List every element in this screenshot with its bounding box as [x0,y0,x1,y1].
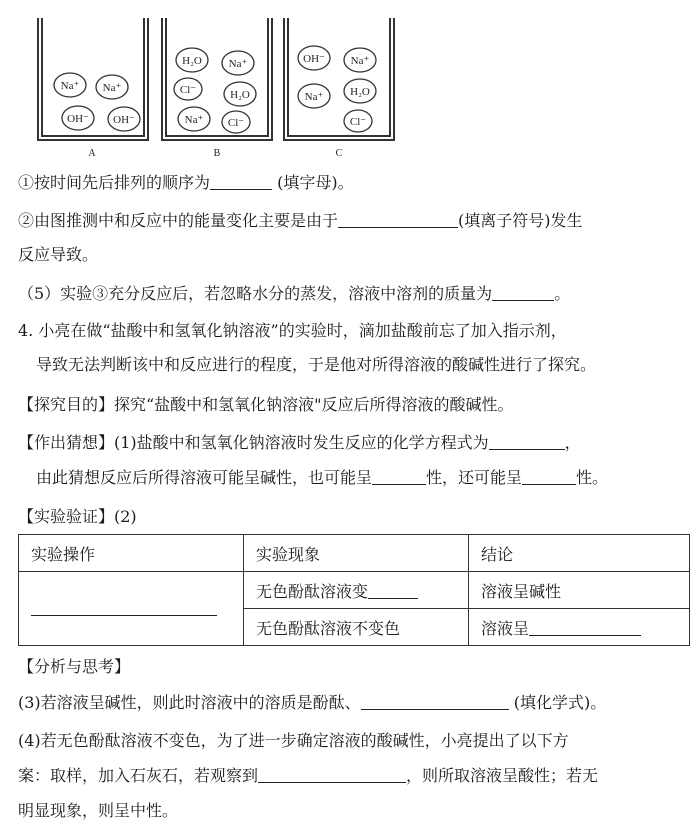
beaker-label: A [88,148,96,159]
answer-blank[interactable] [492,284,554,301]
question-text: （5）实验③充分反应后，若忽略水分的蒸发，溶液中溶剂的质量为 [18,284,493,303]
answer-blank[interactable] [210,173,272,190]
question-order [18,172,354,194]
ion-label: OH⁻ [67,113,89,125]
ion-label: Na⁺ [350,55,370,67]
question-text: (3)若溶液呈碱性，则此时溶液中的溶质是酚酞、 [18,693,361,712]
beaker-c [284,18,394,159]
ion-label: Na⁺ [304,91,324,103]
phenomenon-cell: 无色酚酞溶液不变色 [244,609,469,646]
question-energy [18,210,583,232]
ion-label: Na⁺ [60,80,80,92]
question-text: ②由图推测中和反应中的能量变化主要是由于 [18,211,339,230]
table-header: 实验操作 [19,535,244,572]
hypothesis [18,432,581,454]
question-text: (填离子符号)发生 [458,211,583,230]
table-header-row [19,535,690,572]
question-text: ， [564,433,581,452]
answer-blank[interactable] [489,433,565,450]
ion-label: OH⁻ [113,114,135,126]
ion-label: Cl⁻ [349,116,367,128]
beaker-label: B [213,148,221,159]
question-text: 案：取样，加入石灰石，若观察到 [18,766,259,785]
question-4-cont [18,765,598,787]
question-4-end: 明显现象，则呈中性。 [18,801,179,820]
answer-blank[interactable] [338,211,458,228]
question-5 [18,283,570,305]
ion-label: Cl⁻ [179,84,197,96]
answer-blank[interactable] [522,468,576,485]
answer-blank[interactable] [372,468,426,485]
question-energy-cont: 反应导致。 [18,245,99,264]
cell-text: 溶液呈 [481,618,530,638]
answer-blank[interactable] [368,582,418,599]
ion-label: Cl⁻ [227,117,245,129]
table-header: 结论 [469,535,690,572]
answer-blank[interactable] [258,766,406,783]
ion-label: H₂O [230,89,250,101]
answer-blank[interactable] [529,619,641,636]
question-4: (4)若无色酚酞溶液不变色，为了进一步确定溶液的酸碱性，小亮提出了以下方 [18,731,569,750]
beaker-b [162,18,272,159]
ion-label: H₂O [350,86,370,98]
hypothesis-cont [36,467,608,489]
question-text: 性，还可能呈 [426,468,523,487]
experiment-table [18,534,690,646]
question-text: ①按时间先后排列的顺序为 [18,173,211,192]
conclusion-cell [469,609,690,646]
table-header: 实验现象 [244,535,469,572]
phenomenon-cell [244,572,469,609]
analysis-heading: 【分析与思考】 [18,657,131,676]
problem-4-intro-cont: 导致无法判断该中和反应进行的程度，于是他对所得溶液的酸碱性进行了探究。 [36,355,597,374]
ion-label: H₂O [182,55,202,67]
answer-blank[interactable] [31,599,217,616]
question-3 [18,692,606,714]
ion-label: Na⁺ [184,114,204,126]
question-text: (填化学式)。 [508,693,607,712]
question-text: 由此猜想反应后所得溶液可能呈碱性，也可能呈 [36,468,373,487]
answer-blank[interactable] [361,693,509,710]
table-row [19,572,690,609]
cell-text: 无色酚酞溶液变 [256,581,369,601]
question-text: (填字母)。 [272,173,354,192]
purpose: 【探究目的】探究“盐酸中和氢氧化钠溶液"反应后所得溶液的酸碱性。 [18,395,514,414]
verification-heading: 【实验验证】(2) [18,507,137,526]
beaker-label: C [335,148,343,159]
ion-label: OH⁻ [303,53,325,65]
question-text: 。 [554,284,571,303]
ion-beaker-figure [0,0,700,165]
conclusion-cell: 溶液呈碱性 [469,572,690,609]
beaker-a [38,18,148,159]
question-text: 【作出猜想】(1)盐酸中和氢氧化钠溶液时发生反应的化学方程式为 [18,433,489,452]
question-text: ，则所取溶液呈酸性；若无 [406,766,599,785]
operation-cell [19,572,244,646]
ion-label: Na⁺ [102,82,122,94]
question-text: 性。 [576,468,609,487]
ion-label: Na⁺ [228,58,248,70]
problem-4-intro: 4. 小亮在做“盐酸中和氢氧化钠溶液”的实验时，滴加盐酸前忘了加入指示剂， [18,321,567,340]
